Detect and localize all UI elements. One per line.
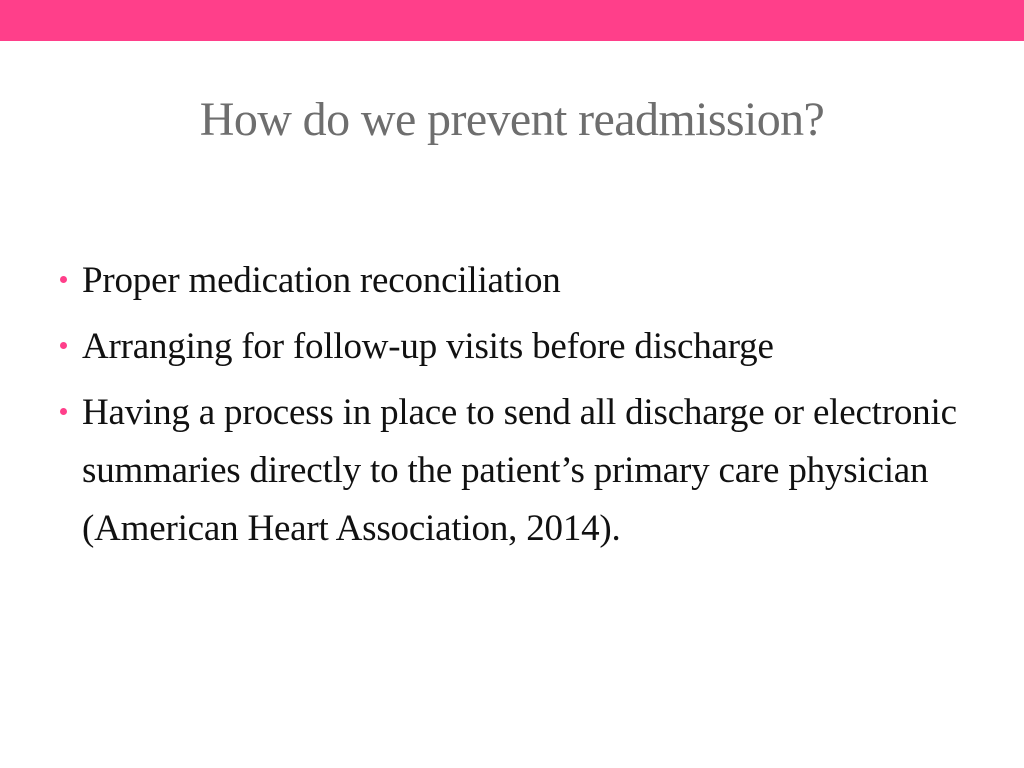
bullet-text: Arranging for follow-up visits before discharge	[82, 326, 774, 367]
bullet-dot-icon	[60, 342, 67, 349]
bullet-text: Having a process in place to send all discharge or electronic summaries directly to the patient’s primary care physician (American Heart Association, 2014).	[82, 392, 957, 549]
top-accent-bar	[0, 0, 1024, 41]
bullet-item	[58, 384, 978, 558]
bullet-dot-icon	[60, 276, 67, 283]
bullet-list	[58, 252, 978, 566]
slide-title: How do we prevent readmission?	[199, 93, 825, 146]
bullet-text: Proper medication reconciliation	[82, 260, 561, 301]
bullet-item	[58, 252, 978, 310]
bullet-dot-icon	[60, 408, 67, 415]
bullet-item	[58, 318, 978, 376]
